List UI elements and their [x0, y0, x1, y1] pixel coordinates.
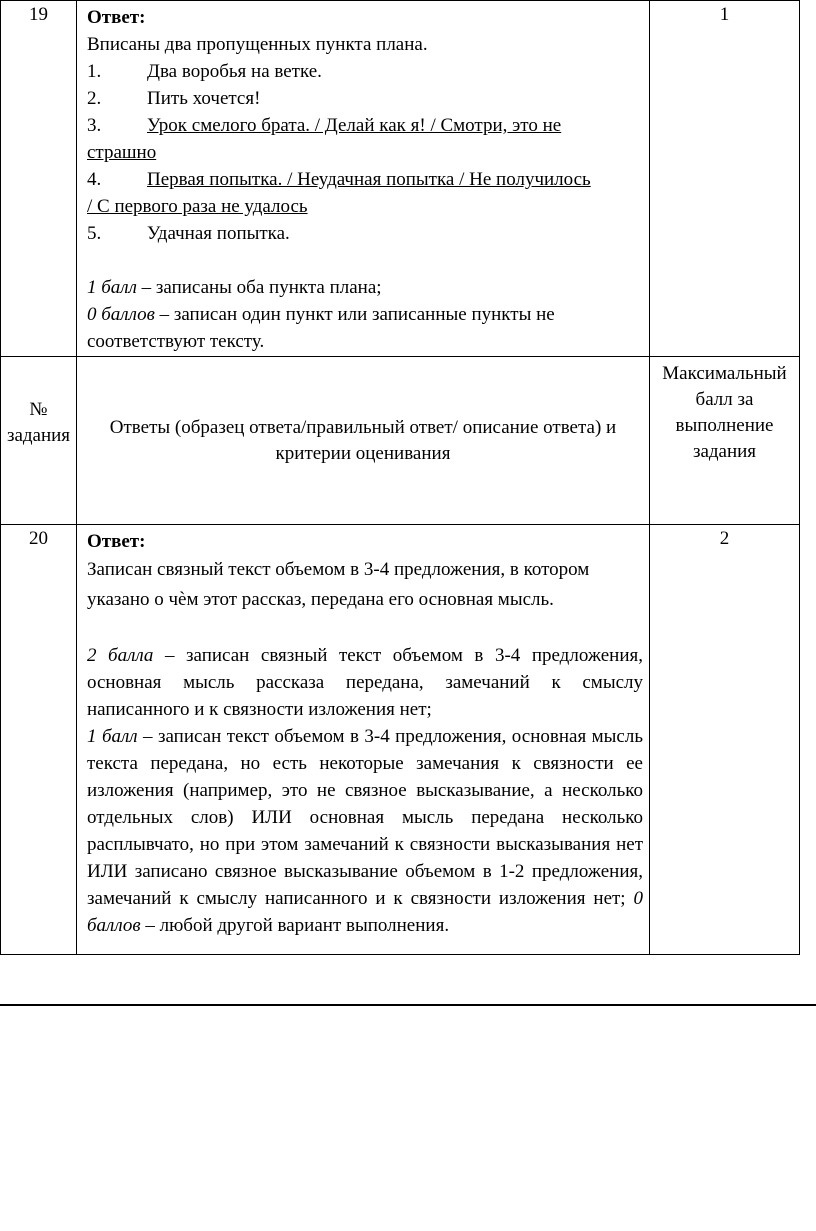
max-score-cell [650, 1, 800, 357]
max-score: 2 [719, 528, 730, 549]
plan-item-number: 3. [87, 115, 102, 136]
plan-item-number: 1. [87, 61, 102, 82]
page-divider [0, 1004, 816, 1006]
plan-item-number: 4. [87, 169, 102, 190]
plan-item-number: 5. [87, 223, 102, 244]
criterion-label: 1 балл [87, 726, 138, 747]
header-number-label: задания [6, 425, 71, 446]
criterion-text: – записан связный текст объемом в 3-4 предложения, основная мысль рассказа передана, замечаний к смыслу написанного и к связности изложения нет; [87, 645, 643, 720]
criterion-label: 2 балла [87, 645, 154, 666]
criterion-text: – записан один пункт или записанные пункты не соответствуют тексту. [87, 304, 555, 352]
criterion-2 [87, 642, 643, 723]
criterion-label: 0 баллов [87, 304, 155, 325]
header-number-symbol: № [29, 399, 48, 420]
plan-item-text: Пить хочется! [147, 88, 261, 109]
criterion-text: – любой другой вариант выполнения. [140, 915, 450, 936]
answer-heading: Ответ: [87, 7, 146, 28]
header-max-label: Максимальный балл за выполнение задания [662, 363, 787, 462]
max-score: 1 [719, 4, 730, 25]
header-answers-cell [77, 357, 650, 525]
criterion-1 [87, 274, 643, 301]
criterion-label: 1 балл [87, 277, 137, 298]
answer-cell [77, 1, 650, 357]
criterion-1 [87, 723, 643, 939]
table-header-row [1, 357, 800, 525]
criterion-0 [87, 301, 643, 355]
plan-item [87, 58, 643, 85]
task-number: 19 [29, 4, 48, 25]
task-number-cell [1, 525, 77, 955]
plan-item [87, 166, 643, 193]
header-answers-label: Ответы (образец ответа/правильный ответ/ описание ответа) и критерии оценивания [109, 417, 617, 464]
max-score-cell [650, 525, 800, 955]
plan-item-continuation: / С первого раза не удалось [87, 196, 308, 217]
answer-intro: Вписаны два пропущенных пункта плана. [87, 34, 428, 55]
plan-item [87, 220, 643, 247]
plan-item-text: Первая попытка. / Неудачная попытка / Не получилось [147, 169, 591, 190]
plan-item-text: Урок смелого брата. / Делай как я! / Смотри, это не [147, 115, 562, 136]
table-row-task-20 [1, 525, 800, 955]
answer-cell [77, 525, 650, 955]
answer-intro: Записан связный текст объемом в 3-4 предложения, в котором указано о чѐм этот рассказ, передана его основная мысль. [87, 559, 590, 610]
task-number-cell [1, 1, 77, 357]
criterion-text: – записан текст объемом в 3-4 предложения, основная мысль текста передана, но есть некоторые замечания к связности ее изложения (например, это не связное высказывание, а несколько отдельных слов) ИЛИ основная мысль передана несколько расплывчато, но при этом замечаний к связности высказывания нет ИЛИ записано связное высказывание объемом в 1-2 предложения, замечаний к смыслу написанного и к связности изложения нет; [87, 726, 643, 909]
plan-item-text: Два воробья на ветке. [147, 61, 322, 82]
answer-heading: Ответ: [87, 531, 146, 552]
plan-item [87, 85, 643, 112]
plan-item [87, 112, 643, 139]
plan-item-continuation: страшно [87, 142, 157, 163]
criterion-text: – записаны оба пункта плана; [136, 277, 382, 298]
criterion-label: 0 баллов [87, 888, 643, 936]
header-max-cell [650, 357, 800, 525]
header-number-cell [1, 357, 77, 525]
task-number: 20 [29, 528, 48, 549]
table-row-task-19 [1, 1, 800, 357]
plan-item-number: 2. [87, 88, 102, 109]
plan-item-text: Удачная попытка. [147, 223, 290, 244]
